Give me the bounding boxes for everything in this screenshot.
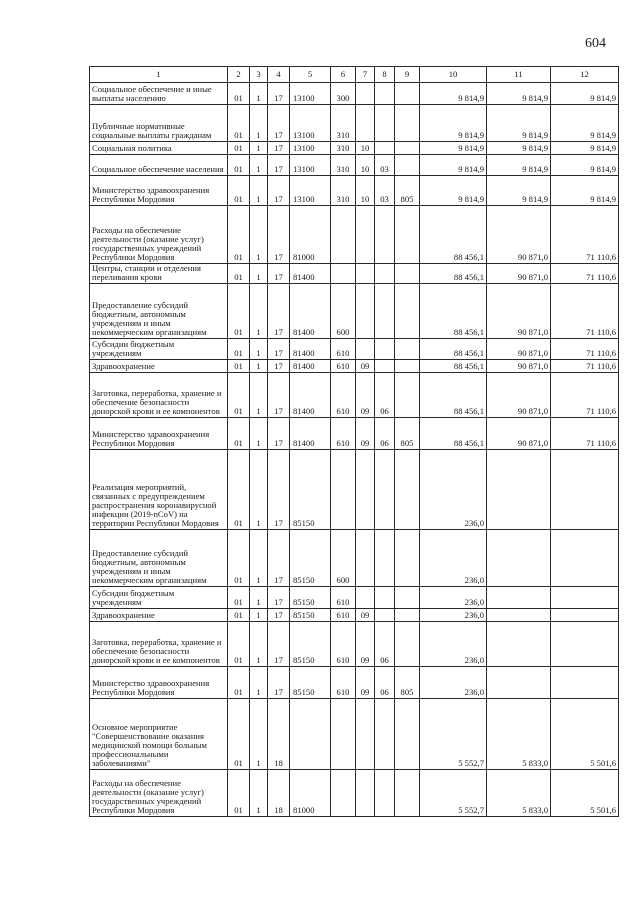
cell-amount-col12: [551, 667, 619, 699]
cell-amount-col12: [551, 609, 619, 622]
table-row: [90, 105, 619, 142]
cell-expense-type: 310: [331, 105, 356, 142]
cell-subsection: [375, 105, 395, 142]
cell-amount-col12: [551, 450, 619, 530]
cell-section: 09: [356, 609, 375, 622]
cell-target-code: 81400: [290, 339, 331, 360]
budget-table: [89, 66, 619, 817]
cell-code-4: 17: [268, 176, 290, 206]
cell-code-4: 17: [268, 373, 290, 418]
table-row: [90, 264, 619, 284]
cell-department: [395, 264, 420, 284]
cell-amount-col12: 9 814,9: [551, 155, 619, 176]
cell-code-4: 18: [268, 770, 290, 817]
cell-description: Предоставление субсидий бюджетным, автономным учреждениям и иным некоммерческим организациям: [90, 530, 228, 587]
cell-amount-col10: 236,0: [420, 609, 487, 622]
cell-description: Субсидии бюджетным учреждениям: [90, 587, 228, 609]
cell-code-4: 17: [268, 360, 290, 373]
cell-amount-col11: 9 814,9: [487, 176, 551, 206]
cell-amount-col10: 9 814,9: [420, 142, 487, 155]
cell-code-3: 1: [250, 622, 268, 667]
cell-code-3: 1: [250, 699, 268, 770]
table-row: [90, 450, 619, 530]
table-header-row: [90, 67, 619, 83]
cell-amount-col12: 9 814,9: [551, 142, 619, 155]
cell-section: [356, 770, 375, 817]
cell-amount-col10: 88 456,1: [420, 206, 487, 264]
cell-amount-col11: 5 833,0: [487, 699, 551, 770]
table-row: [90, 699, 619, 770]
cell-expense-type: 610: [331, 373, 356, 418]
cell-description: Здравоохранение: [90, 360, 228, 373]
cell-description: Расходы на обеспечение деятельности (оказание услуг) государственных учреждений Республики Мордовия: [90, 770, 228, 817]
cell-amount-col11: 90 871,0: [487, 373, 551, 418]
cell-description: Министерство здравоохранения Республики Мордовия: [90, 667, 228, 699]
cell-section: [356, 587, 375, 609]
cell-target-code: 13100: [290, 155, 331, 176]
cell-amount-col10: 88 456,1: [420, 360, 487, 373]
cell-target-code: 81400: [290, 373, 331, 418]
cell-code-3: 1: [250, 450, 268, 530]
cell-code-3: 1: [250, 418, 268, 450]
cell-amount-col10: 88 456,1: [420, 284, 487, 339]
column-header: 12: [551, 67, 619, 83]
cell-amount-col11: [487, 609, 551, 622]
cell-description: Здравоохранение: [90, 609, 228, 622]
cell-expense-type: 610: [331, 609, 356, 622]
cell-department: [395, 142, 420, 155]
cell-target-code: 13100: [290, 83, 331, 105]
column-header: 3: [250, 67, 268, 83]
cell-expense-type: 310: [331, 155, 356, 176]
cell-code-4: 17: [268, 339, 290, 360]
cell-code-2: 01: [228, 373, 250, 418]
cell-amount-col10: 9 814,9: [420, 155, 487, 176]
cell-target-code: 81000: [290, 206, 331, 264]
cell-subsection: [375, 450, 395, 530]
cell-code-2: 01: [228, 206, 250, 264]
cell-expense-type: 600: [331, 284, 356, 339]
column-header: 4: [268, 67, 290, 83]
cell-amount-col12: 5 501,6: [551, 770, 619, 817]
cell-code-2: 01: [228, 622, 250, 667]
cell-target-code: 85150: [290, 530, 331, 587]
cell-subsection: [375, 360, 395, 373]
column-header: 1: [90, 67, 228, 83]
cell-target-code: 13100: [290, 142, 331, 155]
column-header: 6: [331, 67, 356, 83]
cell-code-4: 17: [268, 587, 290, 609]
cell-description: Заготовка, переработка, хранение и обеспечение безопасности донорской крови и ее компонентов: [90, 622, 228, 667]
cell-amount-col10: 236,0: [420, 450, 487, 530]
cell-expense-type: 310: [331, 142, 356, 155]
cell-subsection: 06: [375, 373, 395, 418]
cell-target-code: 81400: [290, 360, 331, 373]
table-row: [90, 667, 619, 699]
cell-expense-type: 610: [331, 360, 356, 373]
cell-amount-col12: [551, 622, 619, 667]
cell-code-4: 17: [268, 667, 290, 699]
cell-department: [395, 609, 420, 622]
cell-subsection: 06: [375, 622, 395, 667]
table-row: [90, 284, 619, 339]
cell-amount-col11: 90 871,0: [487, 264, 551, 284]
cell-code-4: 17: [268, 450, 290, 530]
cell-code-2: 01: [228, 609, 250, 622]
cell-amount-col11: [487, 450, 551, 530]
cell-code-4: 17: [268, 609, 290, 622]
cell-description: Расходы на обеспечение деятельности (оказание услуг) государственных учреждений Республики Мордовия: [90, 206, 228, 264]
cell-code-2: 01: [228, 360, 250, 373]
column-header: 9: [395, 67, 420, 83]
cell-target-code: 81400: [290, 264, 331, 284]
cell-amount-col12: 9 814,9: [551, 105, 619, 142]
cell-amount-col10: 236,0: [420, 622, 487, 667]
cell-code-3: 1: [250, 770, 268, 817]
cell-code-4: 17: [268, 206, 290, 264]
cell-amount-col11: [487, 622, 551, 667]
cell-department: [395, 105, 420, 142]
cell-department: [395, 770, 420, 817]
cell-department: [395, 360, 420, 373]
page-number: 604: [585, 36, 606, 51]
table-body: [90, 83, 619, 817]
cell-code-4: 17: [268, 530, 290, 587]
cell-amount-col11: 5 833,0: [487, 770, 551, 817]
cell-department: [395, 530, 420, 587]
cell-description: Центры, станции и отделения переливания крови: [90, 264, 228, 284]
cell-subsection: 06: [375, 418, 395, 450]
cell-code-3: 1: [250, 206, 268, 264]
cell-code-3: 1: [250, 530, 268, 587]
cell-section: 09: [356, 622, 375, 667]
cell-code-4: 17: [268, 264, 290, 284]
cell-code-4: 17: [268, 155, 290, 176]
cell-code-2: 01: [228, 105, 250, 142]
cell-amount-col11: 9 814,9: [487, 105, 551, 142]
cell-code-3: 1: [250, 284, 268, 339]
cell-description: Публичные нормативные социальные выплаты гражданам: [90, 105, 228, 142]
cell-code-3: 1: [250, 667, 268, 699]
table-row: [90, 83, 619, 105]
cell-department: 805: [395, 667, 420, 699]
cell-amount-col11: [487, 587, 551, 609]
cell-section: [356, 339, 375, 360]
cell-section: [356, 530, 375, 587]
cell-code-2: 01: [228, 530, 250, 587]
cell-department: [395, 587, 420, 609]
cell-expense-type: 300: [331, 83, 356, 105]
cell-target-code: 85150: [290, 609, 331, 622]
cell-section: 09: [356, 373, 375, 418]
cell-code-3: 1: [250, 373, 268, 418]
cell-amount-col10: 5 552,7: [420, 699, 487, 770]
cell-description: Предоставление субсидий бюджетным, автономным учреждениям и иным некоммерческим организациям: [90, 284, 228, 339]
cell-code-3: 1: [250, 360, 268, 373]
table-row: [90, 373, 619, 418]
cell-amount-col11: 90 871,0: [487, 339, 551, 360]
cell-section: [356, 264, 375, 284]
cell-code-2: 01: [228, 264, 250, 284]
cell-expense-type: 610: [331, 418, 356, 450]
cell-subsection: [375, 142, 395, 155]
cell-code-4: 17: [268, 284, 290, 339]
cell-code-3: 1: [250, 587, 268, 609]
cell-code-2: 01: [228, 418, 250, 450]
cell-target-code: 81000: [290, 770, 331, 817]
table-row: [90, 176, 619, 206]
cell-section: 09: [356, 667, 375, 699]
cell-department: [395, 373, 420, 418]
cell-subsection: [375, 587, 395, 609]
cell-subsection: 06: [375, 667, 395, 699]
cell-subsection: [375, 609, 395, 622]
cell-expense-type: 600: [331, 530, 356, 587]
cell-department: [395, 83, 420, 105]
cell-target-code: 85150: [290, 622, 331, 667]
cell-department: [395, 206, 420, 264]
cell-code-2: 01: [228, 587, 250, 609]
cell-code-4: 17: [268, 83, 290, 105]
cell-code-3: 1: [250, 142, 268, 155]
cell-description: Социальная политика: [90, 142, 228, 155]
cell-code-2: 01: [228, 770, 250, 817]
cell-amount-col10: 88 456,1: [420, 373, 487, 418]
cell-target-code: 81400: [290, 284, 331, 339]
cell-code-4: 17: [268, 622, 290, 667]
cell-section: [356, 105, 375, 142]
cell-amount-col11: 90 871,0: [487, 418, 551, 450]
cell-code-3: 1: [250, 83, 268, 105]
cell-department: [395, 339, 420, 360]
table-row: [90, 530, 619, 587]
table-row: [90, 418, 619, 450]
cell-amount-col11: 90 871,0: [487, 360, 551, 373]
cell-expense-type: 610: [331, 339, 356, 360]
cell-description: Основное мероприятие "Совершенствование оказания медицинской помощи больным профессиональными заболеваниями": [90, 699, 228, 770]
cell-code-4: 17: [268, 105, 290, 142]
cell-amount-col12: [551, 530, 619, 587]
cell-target-code: 85150: [290, 587, 331, 609]
cell-section: 09: [356, 360, 375, 373]
cell-code-2: 01: [228, 155, 250, 176]
cell-department: [395, 284, 420, 339]
cell-amount-col11: 9 814,9: [487, 83, 551, 105]
table-row: [90, 360, 619, 373]
cell-code-2: 01: [228, 699, 250, 770]
cell-amount-col10: 236,0: [420, 667, 487, 699]
cell-description: Социальное обеспечение населения: [90, 155, 228, 176]
column-header: 2: [228, 67, 250, 83]
cell-subsection: [375, 83, 395, 105]
cell-department: [395, 699, 420, 770]
cell-section: [356, 83, 375, 105]
cell-expense-type: 610: [331, 667, 356, 699]
cell-amount-col10: 88 456,1: [420, 339, 487, 360]
cell-description: Субсидии бюджетным учреждениям: [90, 339, 228, 360]
cell-code-3: 1: [250, 105, 268, 142]
cell-subsection: [375, 284, 395, 339]
cell-subsection: 03: [375, 155, 395, 176]
cell-amount-col12: 9 814,9: [551, 176, 619, 206]
table-row: [90, 622, 619, 667]
cell-amount-col10: 9 814,9: [420, 105, 487, 142]
cell-department: 805: [395, 418, 420, 450]
cell-code-4: 17: [268, 142, 290, 155]
cell-amount-col11: 9 814,9: [487, 155, 551, 176]
cell-amount-col12: 71 110,6: [551, 373, 619, 418]
cell-amount-col10: 236,0: [420, 587, 487, 609]
cell-amount-col10: 9 814,9: [420, 83, 487, 105]
cell-subsection: [375, 699, 395, 770]
cell-amount-col12: 71 110,6: [551, 418, 619, 450]
cell-expense-type: [331, 264, 356, 284]
cell-section: [356, 284, 375, 339]
table-row: [90, 155, 619, 176]
cell-target-code: [290, 699, 331, 770]
cell-section: [356, 206, 375, 264]
cell-amount-col12: 9 814,9: [551, 83, 619, 105]
table-row: [90, 339, 619, 360]
cell-section: [356, 450, 375, 530]
cell-section: [356, 699, 375, 770]
cell-expense-type: 610: [331, 587, 356, 609]
cell-description: Министерство здравоохранения Республики Мордовия: [90, 418, 228, 450]
cell-amount-col11: [487, 667, 551, 699]
cell-code-2: 01: [228, 450, 250, 530]
cell-expense-type: [331, 206, 356, 264]
cell-description: Министерство здравоохранения Республики Мордовия: [90, 176, 228, 206]
cell-expense-type: 610: [331, 622, 356, 667]
cell-amount-col10: 88 456,1: [420, 264, 487, 284]
table-row: [90, 206, 619, 264]
cell-amount-col10: 5 552,7: [420, 770, 487, 817]
cell-amount-col11: 90 871,0: [487, 206, 551, 264]
cell-amount-col12: 71 110,6: [551, 264, 619, 284]
cell-department: [395, 155, 420, 176]
cell-subsection: [375, 339, 395, 360]
cell-code-3: 1: [250, 609, 268, 622]
column-header: 7: [356, 67, 375, 83]
cell-department: [395, 450, 420, 530]
column-header: 8: [375, 67, 395, 83]
cell-code-3: 1: [250, 339, 268, 360]
cell-amount-col12: 71 110,6: [551, 284, 619, 339]
cell-target-code: 13100: [290, 176, 331, 206]
column-header: 11: [487, 67, 551, 83]
cell-section: 10: [356, 142, 375, 155]
cell-amount-col12: 71 110,6: [551, 206, 619, 264]
cell-expense-type: [331, 450, 356, 530]
cell-target-code: 85150: [290, 450, 331, 530]
cell-description: Социальное обеспечение и иные выплаты населению: [90, 83, 228, 105]
cell-amount-col10: 236,0: [420, 530, 487, 587]
cell-target-code: 81400: [290, 418, 331, 450]
cell-amount-col12: 71 110,6: [551, 360, 619, 373]
column-header: 10: [420, 67, 487, 83]
cell-subsection: 03: [375, 176, 395, 206]
cell-amount-col10: 9 814,9: [420, 176, 487, 206]
cell-expense-type: [331, 699, 356, 770]
cell-subsection: [375, 264, 395, 284]
cell-expense-type: [331, 770, 356, 817]
cell-subsection: [375, 530, 395, 587]
cell-amount-col12: 71 110,6: [551, 339, 619, 360]
cell-amount-col11: 90 871,0: [487, 284, 551, 339]
table-row: [90, 609, 619, 622]
cell-target-code: 85150: [290, 667, 331, 699]
cell-section: 10: [356, 155, 375, 176]
cell-code-4: 17: [268, 418, 290, 450]
cell-code-2: 01: [228, 142, 250, 155]
cell-expense-type: 310: [331, 176, 356, 206]
table-row: [90, 587, 619, 609]
cell-subsection: [375, 770, 395, 817]
cell-amount-col10: 88 456,1: [420, 418, 487, 450]
cell-subsection: [375, 206, 395, 264]
cell-code-2: 01: [228, 83, 250, 105]
table-row: [90, 142, 619, 155]
cell-code-3: 1: [250, 155, 268, 176]
cell-code-2: 01: [228, 667, 250, 699]
cell-amount-col11: 9 814,9: [487, 142, 551, 155]
cell-code-3: 1: [250, 176, 268, 206]
cell-department: [395, 622, 420, 667]
cell-amount-col12: 5 501,6: [551, 699, 619, 770]
cell-amount-col11: [487, 530, 551, 587]
cell-code-2: 01: [228, 284, 250, 339]
cell-code-2: 01: [228, 176, 250, 206]
cell-code-3: 1: [250, 264, 268, 284]
table-row: [90, 770, 619, 817]
cell-code-4: 18: [268, 699, 290, 770]
column-header: 5: [290, 67, 331, 83]
cell-department: 805: [395, 176, 420, 206]
cell-amount-col12: [551, 587, 619, 609]
cell-section: 10: [356, 176, 375, 206]
cell-description: Заготовка, переработка, хранение и обеспечение безопасности донорской крови и ее компонентов: [90, 373, 228, 418]
cell-target-code: 13100: [290, 105, 331, 142]
cell-description: Реализация мероприятий, связанных с предупреждением распространения коронавирусной инфекции (2019-nCoV) на территории Республики Мордовия: [90, 450, 228, 530]
cell-code-2: 01: [228, 339, 250, 360]
cell-section: 09: [356, 418, 375, 450]
